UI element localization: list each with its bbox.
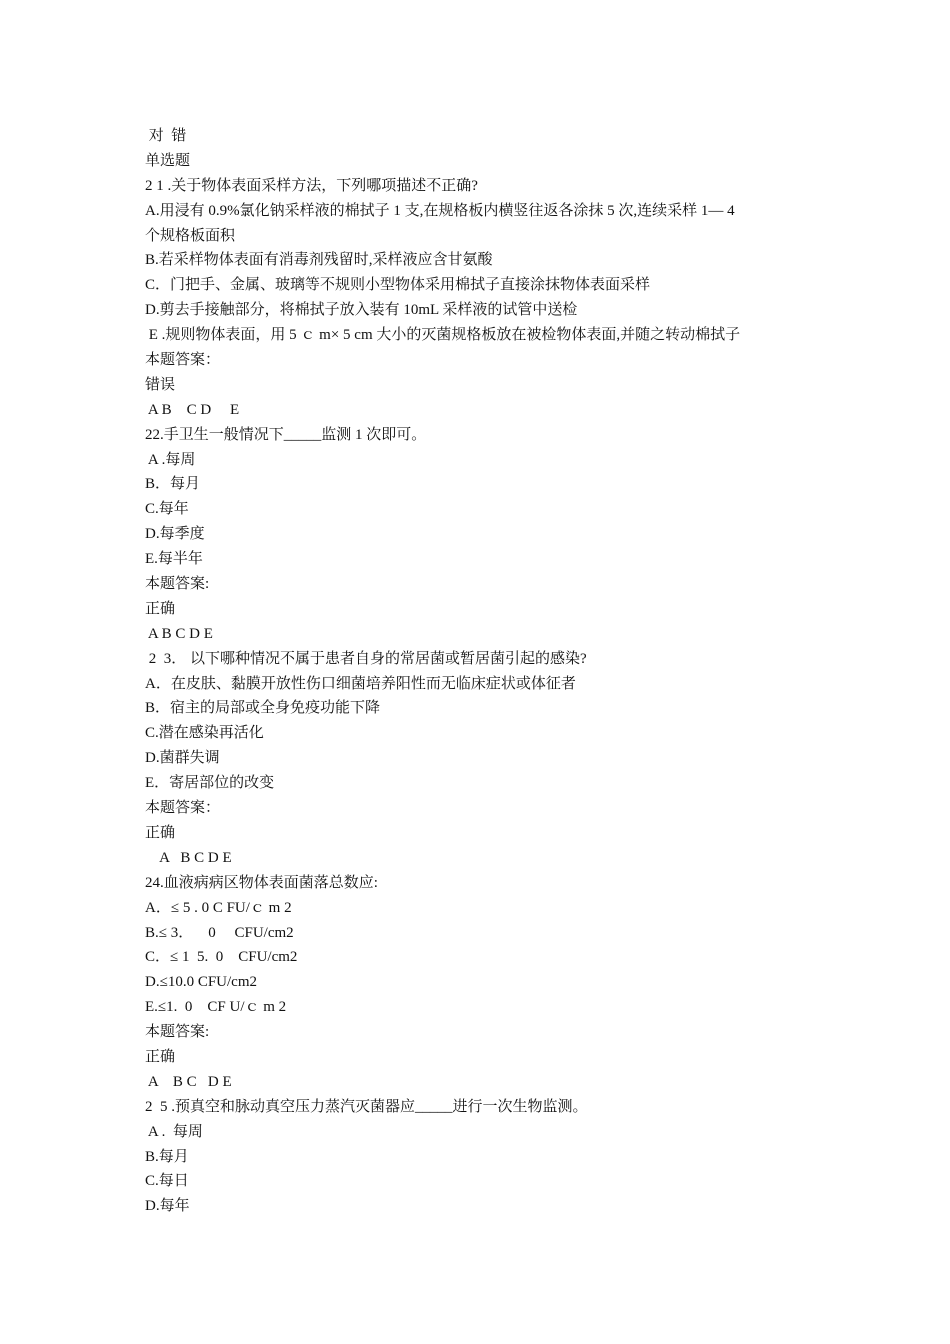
question-22-option-d: D.每季度 <box>145 526 205 543</box>
question-21-option-c: C．门把手、金属、玻璃等不规则小型物体采用棉拭子直接涂抹物体表面采样 <box>145 277 651 294</box>
section-heading-single-choice: 单选题 <box>145 152 191 169</box>
question-23-stem: 2 3． 以下哪种情况不属于患者自身的常居菌或暂居菌引起的感染? <box>145 650 587 667</box>
question-22-option-e: E.每半年 <box>145 551 203 568</box>
document-page <box>145 124 825 1219</box>
question-21-option-b: B.若采样物体表面有消毒剂残留时,采样液应含甘氨酸 <box>145 252 493 269</box>
question-22-answer-label: 本题答案: <box>145 576 210 593</box>
question-23-answer-value: 正确 <box>145 824 176 841</box>
question-23-option-d: D.菌群失调 <box>145 750 220 767</box>
question-23-option-a: A．在皮肤、黏膜开放性伤口细菌培养阳性而无临床症状或体征者 <box>145 675 576 692</box>
question-22-answer-value: 正确 <box>145 600 176 617</box>
question-22-answer-letters: A B C D E <box>145 625 213 642</box>
question-23-option-e: E．寄居部位的改变 <box>145 775 275 792</box>
question-22-stem: 22.手卫生一般情况下_____监测 1 次即可。 <box>145 426 427 443</box>
question-24-option-e: E.≤1. 0 CF U/ｃ m 2 <box>145 999 287 1016</box>
question-22-option-a: A .每周 <box>145 451 196 468</box>
question-21-answer-value: 错误 <box>145 376 176 393</box>
question-21-option-e: E .规则物体表面，用 5 ｃ m× 5 cm 大小的灭菌规格板放在被检物体表面,并随之转动棉拭子 <box>145 327 741 344</box>
question-24-option-a: A．≤ 5 . 0 C FU/ｃ m 2 <box>145 899 292 916</box>
question-25-stem: 2 5 .预真空和脉动真空压力蒸汽灭菌器应_____进行一次生物监测。 <box>145 1098 588 1115</box>
question-22-option-b: B．每月 <box>145 476 201 493</box>
question-21-option-d: D.剪去手接触部分，将棉拭子放入装有 10mL 采样液的试管中送检 <box>145 302 578 319</box>
question-24-option-d: D.≤10.0 CFU/cm2 <box>145 974 257 991</box>
question-25-option-a: A . 每周 <box>145 1123 203 1140</box>
question-24-option-b: B.≤ 3． 0 CFU/cm2 <box>145 924 294 941</box>
question-23-option-b: B．宿主的局部或全身免疫功能下降 <box>145 700 381 717</box>
question-23-option-c: C.潜在感染再活化 <box>145 725 264 742</box>
question-24-answer-value: 正确 <box>145 1048 176 1065</box>
question-23-answer-letters: A B C D E <box>145 849 232 866</box>
question-21-stem: 2 1 .关于物体表面采样方法，下列哪项描述不正确? <box>145 177 478 194</box>
question-21-option-a-continued: 个规格板面积 <box>145 227 236 244</box>
question-24-stem: 24.血液病病区物体表面菌落总数应: <box>145 874 378 891</box>
question-21-option-a: A.用浸有 0.9%氯化钠采样液的棉拭子 1 支,在规格板内横竖往返各涂抹 5 次,连续采样 1— 4 <box>145 202 735 219</box>
question-24-answer-letters: A B C D E <box>145 1073 232 1090</box>
question-25-option-d: D.每年 <box>145 1198 190 1215</box>
true-false-options: 对 错 <box>145 128 187 144</box>
question-22-option-c: C.每年 <box>145 501 189 518</box>
question-25-option-b: B.每月 <box>145 1148 189 1165</box>
question-21-answer-label: 本题答案： <box>145 352 221 369</box>
question-23-answer-label: 本题答案： <box>145 800 221 817</box>
question-21-answer-letters: A B C D E <box>145 401 240 418</box>
question-25-option-c: C.每日 <box>145 1173 189 1190</box>
question-24-answer-label: 本题答案: <box>145 1024 210 1041</box>
question-24-option-c: C．≤ 1 5. 0 CFU/cm2 <box>145 949 298 966</box>
